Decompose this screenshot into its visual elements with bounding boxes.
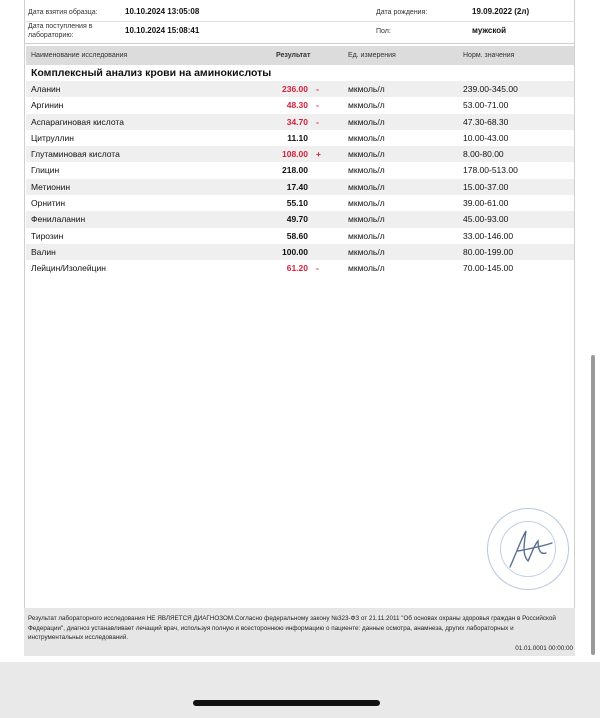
unit: мкмоль/л — [348, 149, 385, 160]
result-flag: - — [316, 84, 319, 94]
table-row — [26, 130, 574, 146]
analyte-name: Глутаминовая кислота — [31, 149, 120, 160]
analyte-name: Аланин — [31, 84, 61, 94]
reference-range: 10.00-43.00 — [463, 132, 509, 143]
analyte-name: Глицин — [31, 165, 60, 176]
analyte-name: Фенилаланин — [31, 214, 86, 225]
header-unit: Ед. измерения — [348, 52, 396, 59]
unit: мкмоль/л — [348, 132, 385, 143]
result-value: 17.40 — [286, 181, 308, 192]
unit: мкмоль/л — [348, 230, 385, 241]
table-row — [26, 228, 574, 244]
analyte-name: Метионин — [31, 181, 71, 192]
result-value: 58.60 — [286, 230, 308, 241]
unit: мкмоль/л — [348, 181, 385, 192]
reference-range: 239.00-345.00 — [463, 84, 518, 94]
table-row — [26, 260, 574, 276]
result-value: 236.00 — [282, 84, 308, 94]
result-flag: + — [316, 149, 321, 160]
table-row — [26, 179, 574, 195]
footer-code: 01.01.0001 00:00:00 — [515, 645, 573, 652]
sex-label: Пол: — [376, 28, 391, 35]
table-row — [26, 81, 574, 97]
analyte-name: Орнитин — [31, 198, 66, 209]
table-row — [26, 146, 574, 162]
header-name: Наименование исследования — [31, 52, 128, 59]
reference-range: 80.00-199.00 — [463, 246, 514, 257]
unit: мкмоль/л — [348, 84, 385, 94]
header-result: Результат — [276, 52, 311, 59]
patient-info — [24, 0, 575, 44]
results-table-body — [26, 81, 574, 277]
unit: мкмоль/л — [348, 116, 385, 127]
result-value: 11.10 — [287, 132, 308, 143]
table-row — [26, 162, 574, 178]
reference-range: 70.00-145.00 — [463, 263, 514, 274]
analyte-name: Аспарагиновая кислота — [31, 116, 124, 127]
reference-range: 15.00-37.00 — [463, 181, 509, 192]
result-value: 218.00 — [282, 165, 308, 176]
result-flag: - — [316, 100, 319, 111]
sample-date: 10.10.2024 13:05:08 — [125, 7, 200, 16]
scrollbar[interactable] — [591, 355, 595, 655]
home-indicator[interactable] — [193, 700, 380, 706]
result-value: 61.20 — [286, 263, 308, 274]
reference-range: 45.00-93.00 — [463, 214, 509, 225]
birth-date-label: Дата рождения: — [376, 9, 428, 16]
unit: мкмоль/л — [348, 246, 385, 257]
table-row — [26, 97, 574, 113]
table-row — [26, 195, 574, 211]
reference-range: 47.30-68.30 — [463, 116, 509, 127]
header-norm: Норм. значения — [463, 52, 515, 59]
reference-range: 178.00-513.00 — [463, 165, 518, 176]
unit: мкмоль/л — [348, 214, 385, 225]
results-table-header — [26, 46, 574, 65]
unit: мкмоль/л — [348, 100, 385, 111]
table-row — [26, 244, 574, 260]
seal-stamp — [487, 508, 569, 590]
result-flag: - — [316, 263, 319, 274]
table-row — [26, 211, 574, 227]
result-value: 48.30 — [286, 100, 308, 111]
analyte-name: Лейцин/Изолейцин — [31, 263, 106, 274]
birth-date: 19.09.2022 (2л) — [472, 7, 530, 16]
analyte-name: Цитруллин — [31, 132, 74, 143]
unit: мкмоль/л — [348, 198, 385, 209]
result-flag: - — [316, 116, 319, 127]
section-title: Комплексный анализ крови на аминокислоты — [31, 67, 272, 79]
analyte-name: Аргинин — [31, 100, 64, 111]
reference-range: 53.00-71.00 — [463, 100, 509, 111]
signature-icon — [488, 509, 568, 589]
unit: мкмоль/л — [348, 165, 385, 176]
disclaimer-text: Результат лабораторного исследования НЕ ЯВЛЯЕТСЯ ДИАГНОЗОМ.Согласно федеральному закону №323-ФЗ от 21.11.2011 "Об основах охраны здоровья граждан в Российской Федерации", диагноз устанавливает лечащий врач, используя полную и всестороннюю информацию о пациенте: данные осмотра, анамнеза, других лабораторных и инструментальных исследований. — [28, 615, 556, 642]
analyte-name: Валин — [31, 246, 56, 257]
result-value: 100.00 — [282, 246, 308, 257]
arrival-date-label-line2: лабораторию: — [28, 32, 74, 39]
sample-date-label: Дата взятия образца: — [28, 9, 98, 16]
arrival-date-label-line1: Дата поступления в — [28, 23, 93, 30]
result-value: 49.70 — [286, 214, 308, 225]
table-row — [26, 114, 574, 130]
reference-range: 39.00-61.00 — [463, 198, 509, 209]
reference-range: 33.00-146.00 — [463, 230, 514, 241]
unit: мкмоль/л — [348, 263, 385, 274]
result-value: 108.00 — [282, 149, 308, 160]
result-value: 55.10 — [286, 198, 308, 209]
footer-disclaimer — [24, 608, 575, 656]
arrival-date: 10.10.2024 15:08:41 — [125, 26, 200, 35]
reference-range: 8.00-80.00 — [463, 149, 504, 160]
result-value: 34.70 — [286, 116, 308, 127]
sex-value: мужской — [472, 26, 507, 35]
analyte-name: Тирозин — [31, 230, 64, 241]
